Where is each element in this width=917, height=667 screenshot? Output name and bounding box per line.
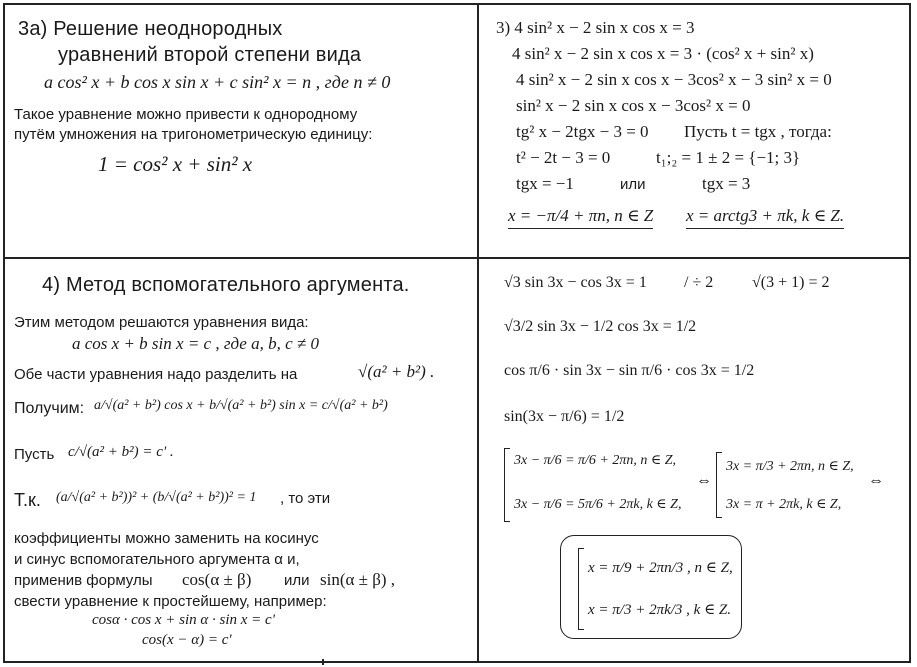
section-4-let-expr: c/√(a² + b²) = c' . xyxy=(68,444,174,460)
example-4-case2-a: 3x = π/3 + 2πn, n ∈ Z, xyxy=(726,459,854,474)
section-4-heading: 4) Метод вспомогательного аргумента. xyxy=(42,274,410,296)
section-3a-text-line2: путём умножения на тригонометрическую единицу: xyxy=(14,126,373,143)
section-4-obtain-label: Получим: xyxy=(14,400,85,417)
example-4-case2-b: 3x = π + 2πk, k ∈ Z, xyxy=(726,497,842,512)
section-4-since-label: Т.к. xyxy=(14,490,41,510)
section-3a-general-form: a cos² x + b cos x sin x + c sin² x = n , где n ≠ 0 xyxy=(44,72,391,92)
column-divider xyxy=(477,3,479,663)
section-4-final-1: cosα · cos x + sin α · sin x = c' xyxy=(92,612,275,628)
section-4-panel xyxy=(8,262,474,660)
section-4-let-label: Пусть xyxy=(14,446,55,463)
section-4-final-2: cos(x − α) = c' xyxy=(142,632,232,648)
section-3a-heading-line2: уравнений второй степени вида xyxy=(58,44,362,66)
section-4-form: a cos x + b sin x = c , где a, b, c ≠ 0 xyxy=(72,334,319,353)
example-4-arrow-1: ⇔ xyxy=(696,472,712,489)
section-3a-heading-line1: 3а) Решение неоднородных xyxy=(18,18,283,40)
section-4-text-line1: Этим методом решаются уравнения вида: xyxy=(14,314,309,331)
section-4-divide-expr: √(a² + b²) . xyxy=(358,362,435,381)
section-4-text-line3: и синус вспомогательного аргумента α и, xyxy=(14,551,300,568)
section-4-since-tail: , то эти xyxy=(280,490,331,507)
example-4-result-b: x = π/3 + 2πk/3 , k ∈ Z. xyxy=(588,602,732,618)
answer-box xyxy=(560,535,742,639)
example-4-line1-norm: √(3 + 1) = 2 xyxy=(752,274,830,291)
example-4-arrow-2: ⇔ xyxy=(868,472,884,489)
section-4-text-line4: применив формулы xyxy=(14,572,153,589)
example-3-line7-or: или xyxy=(620,176,646,193)
answer-bracket xyxy=(578,548,584,630)
section-4-text-or: или xyxy=(284,572,310,589)
example-3-line6-roots: t₁;₂ = 1 ± 2 = {−1; 3} xyxy=(656,148,801,167)
example-3-line3: 4 sin² x − 2 sin x cos x − 3cos² x − 3 sin² x = 0 xyxy=(516,70,832,89)
example-4-line1-divisor: / ÷ 2 xyxy=(684,274,714,291)
example-4-panel xyxy=(484,262,908,660)
example-4-case1-b: 3x − π/6 = 5π/6 + 2πk, k ∈ Z, xyxy=(514,497,682,512)
example-3-line5-substitution: Пусть t = tgx , тогда: xyxy=(684,122,832,141)
section-4-obtain-expr: a/√(a² + b²) cos x + b/√(a² + b²) sin x = c/√(a² + b²) xyxy=(94,398,388,413)
section-4-text-line2: коэффициенты можно заменить на косинус xyxy=(14,530,319,547)
example-3-line1: 3) 4 sin² x − 2 sin x cos x = 3 xyxy=(496,18,695,37)
example-3-line5-equation: tg² x − 2tgx − 3 = 0 xyxy=(516,122,649,141)
example-4-result-a: x = π/9 + 2πn/3 , n ∈ Z, xyxy=(588,560,733,576)
section-3a-panel xyxy=(8,8,474,253)
example-4-case1-a: 3x − π/6 = π/6 + 2πn, n ∈ Z, xyxy=(514,453,677,468)
section-4-divide-text: Обе части уравнения надо разделить на xyxy=(14,366,298,383)
section-4-formula-cos: cos(α ± β) xyxy=(182,570,252,589)
system-bracket-1 xyxy=(504,448,510,522)
row-divider xyxy=(3,257,911,259)
example-4-line2: √3/2 sin 3x − 1/2 cos 3x = 1/2 xyxy=(504,318,697,335)
section-3a-identity: 1 = cos² x + sin² x xyxy=(98,152,253,176)
section-4-text-line5: свести уравнение к простейшему, например: xyxy=(14,593,327,610)
example-3-line4: sin² x − 2 sin x cos x − 3cos² x = 0 xyxy=(516,96,751,115)
section-4-since-expr: (a/√(a² + b²))² + (b/√(a² + b²))² = 1 xyxy=(56,490,257,505)
section-4-formula-sin: sin(α ± β) , xyxy=(320,570,396,589)
example-3-answer-right: x = arctg3 + πk, k ∈ Z. xyxy=(686,206,844,229)
example-4-line4: sin(3x − π/6) = 1/2 xyxy=(504,408,625,425)
system-bracket-2 xyxy=(716,452,722,518)
example-3-line7-right: tgx = 3 xyxy=(702,174,751,193)
section-3a-text-line1: Такое уравнение можно привести к однородному xyxy=(14,106,358,123)
example-3-line2: 4 sin² x − 2 sin x cos x = 3 · (cos² x + sin² x) xyxy=(512,44,814,63)
example-3-answer-left: x = −π/4 + πn, n ∈ Z xyxy=(508,206,653,229)
example-4-line3: cos π/6 · sin 3x − sin π/6 · cos 3x = 1/2 xyxy=(504,362,755,379)
example-3-line7-left: tgx = −1 xyxy=(516,174,574,193)
example-3-panel xyxy=(484,8,908,253)
example-4-line1: √3 sin 3x − cos 3x = 1 xyxy=(504,274,647,291)
example-3-line6-equation: t² − 2t − 3 = 0 xyxy=(516,148,611,167)
